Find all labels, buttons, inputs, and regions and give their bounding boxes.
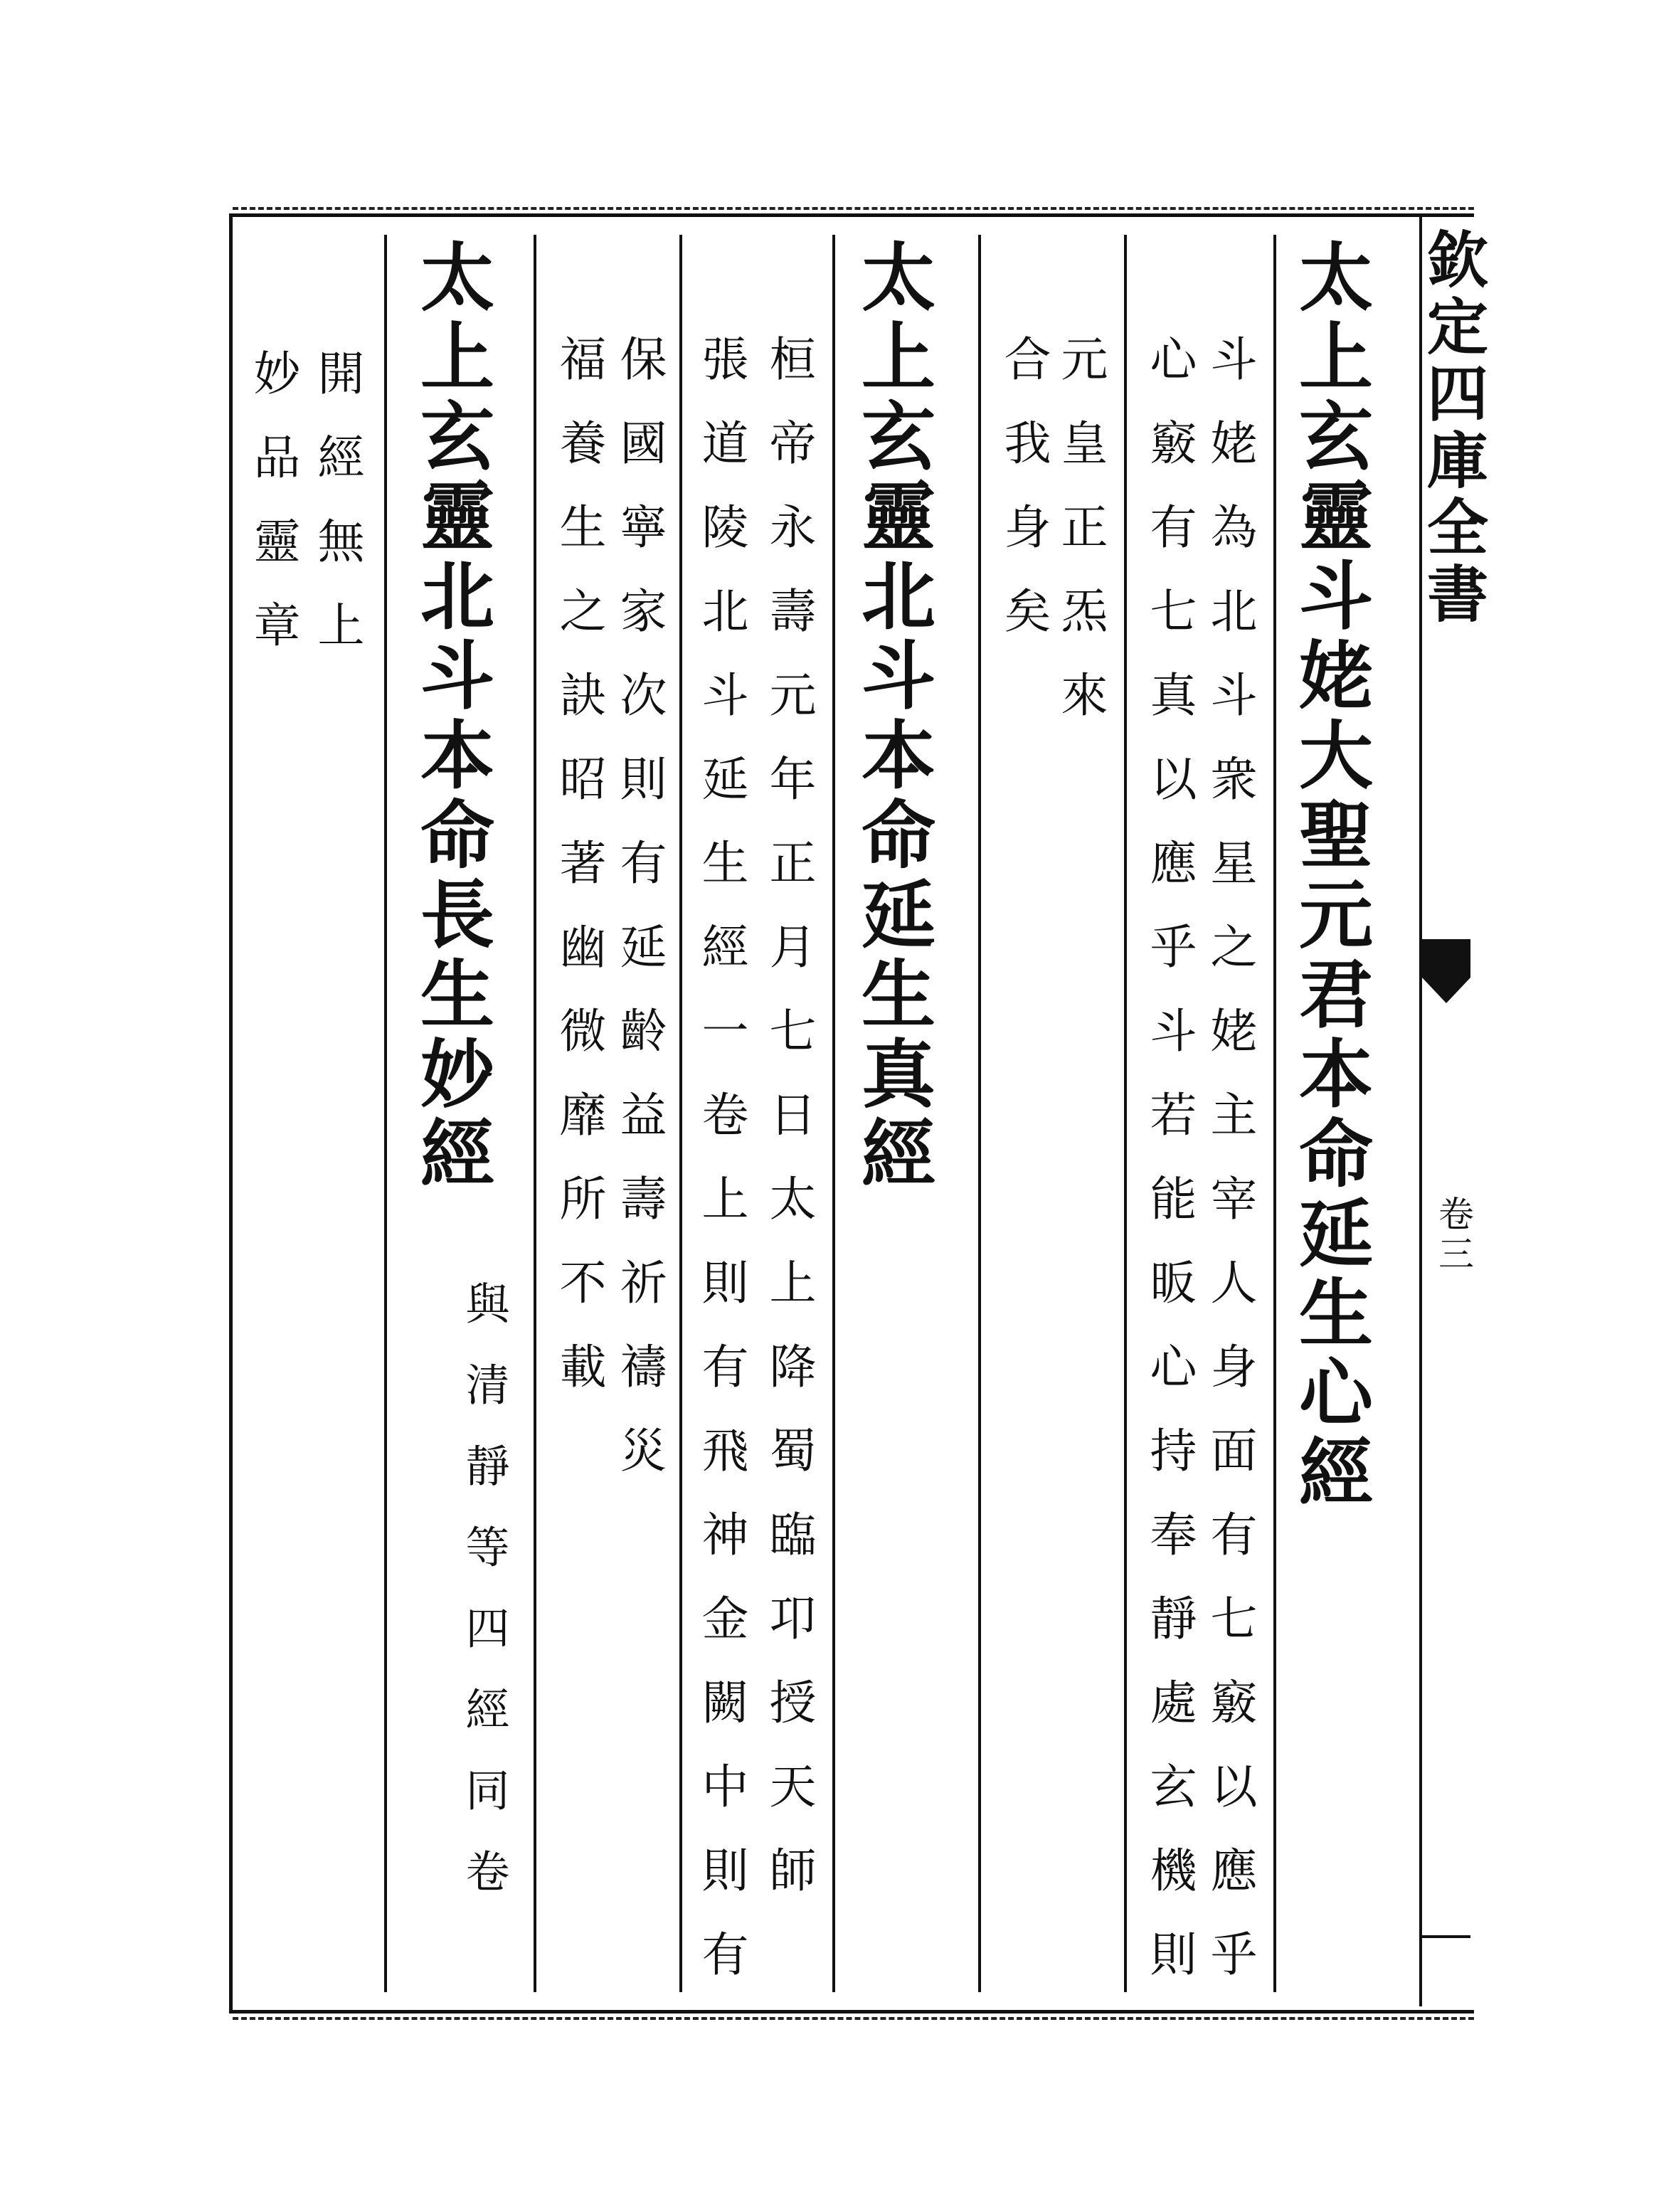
- text-column: 保國寧家次則有延齡益壽祈禱災: [612, 334, 667, 1510]
- text-column: 斗姥為北斗衆星之姥主宰人身面有七竅以應乎: [1202, 334, 1257, 2013]
- text-column: 合我身矣: [996, 334, 1051, 670]
- margin-strip: [1416, 213, 1488, 2006]
- text-column: 元皇正炁來: [1053, 334, 1108, 754]
- column-rule: [534, 235, 536, 1992]
- text-column: 桓帝永壽元年正月七日太上降蜀臨卭授天師: [761, 334, 816, 1930]
- column-rule: [1124, 235, 1127, 1992]
- annotation-column: 與清靜等四經同卷: [458, 1281, 510, 1930]
- column-rule: [832, 235, 835, 1992]
- fishtail-mark: [1422, 939, 1470, 1003]
- column-rule: [384, 235, 387, 1992]
- column-rule: [679, 235, 682, 1992]
- text-column: 福養生之訣昭著幽微靡所不載: [551, 334, 606, 1426]
- strip-mark: [1422, 1935, 1470, 1938]
- scripture-title-2: 太上玄靈北斗本命延生真經: [849, 238, 936, 1195]
- scripture-title-3: 太上玄靈北斗本命長生妙經: [408, 238, 495, 1195]
- scripture-title-1: 太上玄靈斗姥大聖元君本命延生心經: [1286, 238, 1374, 1513]
- library-title: 欽定四庫全書: [1416, 228, 1488, 629]
- top-dashed-border: [233, 207, 1474, 210]
- text-column: 張道陵北斗延生經一卷上則有飛神金闕中則有: [694, 334, 748, 2013]
- volume-label: 卷三: [1433, 1195, 1474, 1275]
- column-rule: [978, 235, 981, 1992]
- text-column: 開經無上: [309, 349, 364, 684]
- column-rule: [1273, 235, 1276, 1992]
- bottom-dashed-border: [233, 2017, 1474, 2020]
- text-column: 妙品靈章: [245, 349, 300, 684]
- text-column: 心竅有七真以應乎斗若能昄心持奉靜處玄機則: [1142, 334, 1197, 2013]
